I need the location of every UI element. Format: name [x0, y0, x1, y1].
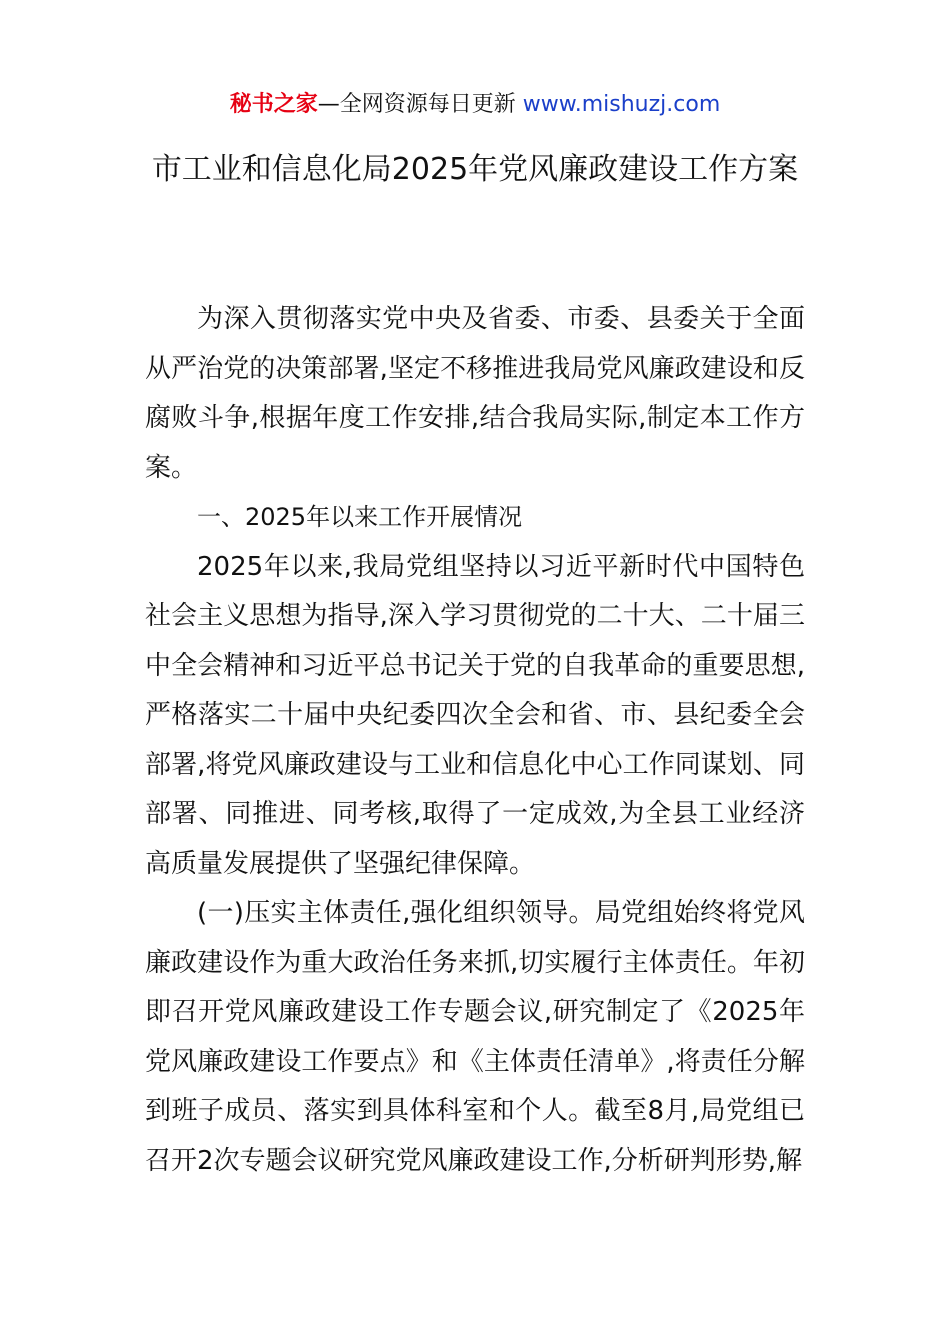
section-paragraph: 2025年以来,我局党组坚持以习近平新时代中国特色社会主义思想为指导,深入学习贯彻党的二十大、二十届三中全会精神和习近平总书记关于党的自我革命的重要思想,严格落实二十届中央纪委四次全会和省、市、县纪委全会部署,将党风廉政建设与工业和信息化中心工作同谋划、同部署、同推进、同考核,取得了一定成效,为全县工业经济高质量发展提供了坚强纪律保障。 [145, 551, 805, 879]
subsection-paragraph: (一)压实主体责任,强化组织领导。局党组始终将党风廉政建设作为重大政治任务来抓,切实履行主体责任。年初即召开党风廉政建设工作专题会议,研究制定了《2025年党风廉政建设工作要点》和《主体责任清单》,将责任分解到班子成员、落实到具体科室和个人。截至8月,局党组已召开2次专题会议研究党风廉政建设工作,分析研判形势,解 [145, 898, 805, 1176]
header-separator: — [317, 92, 340, 117]
intro-paragraph: 为深入贯彻落实党中央及省委、市委、县委关于全面从严治党的决策部署,坚定不移推进我局党风廉政建设和反腐败斗争,根据年度工作安排,结合我局实际,制定本工作方案。 [145, 304, 805, 483]
section-heading: 一、2025年以来工作开展情况 [197, 503, 523, 531]
site-header [0, 88, 950, 122]
header-tagline: 全网资源每日更新 [339, 92, 516, 117]
brand-name: 秘书之家 [229, 92, 318, 117]
document-title: 市工业和信息化局2025年党风廉政建设工作方案 [151, 152, 799, 187]
document-body [145, 295, 805, 1186]
site-url-link[interactable]: www.mishuzj.com [522, 92, 721, 117]
